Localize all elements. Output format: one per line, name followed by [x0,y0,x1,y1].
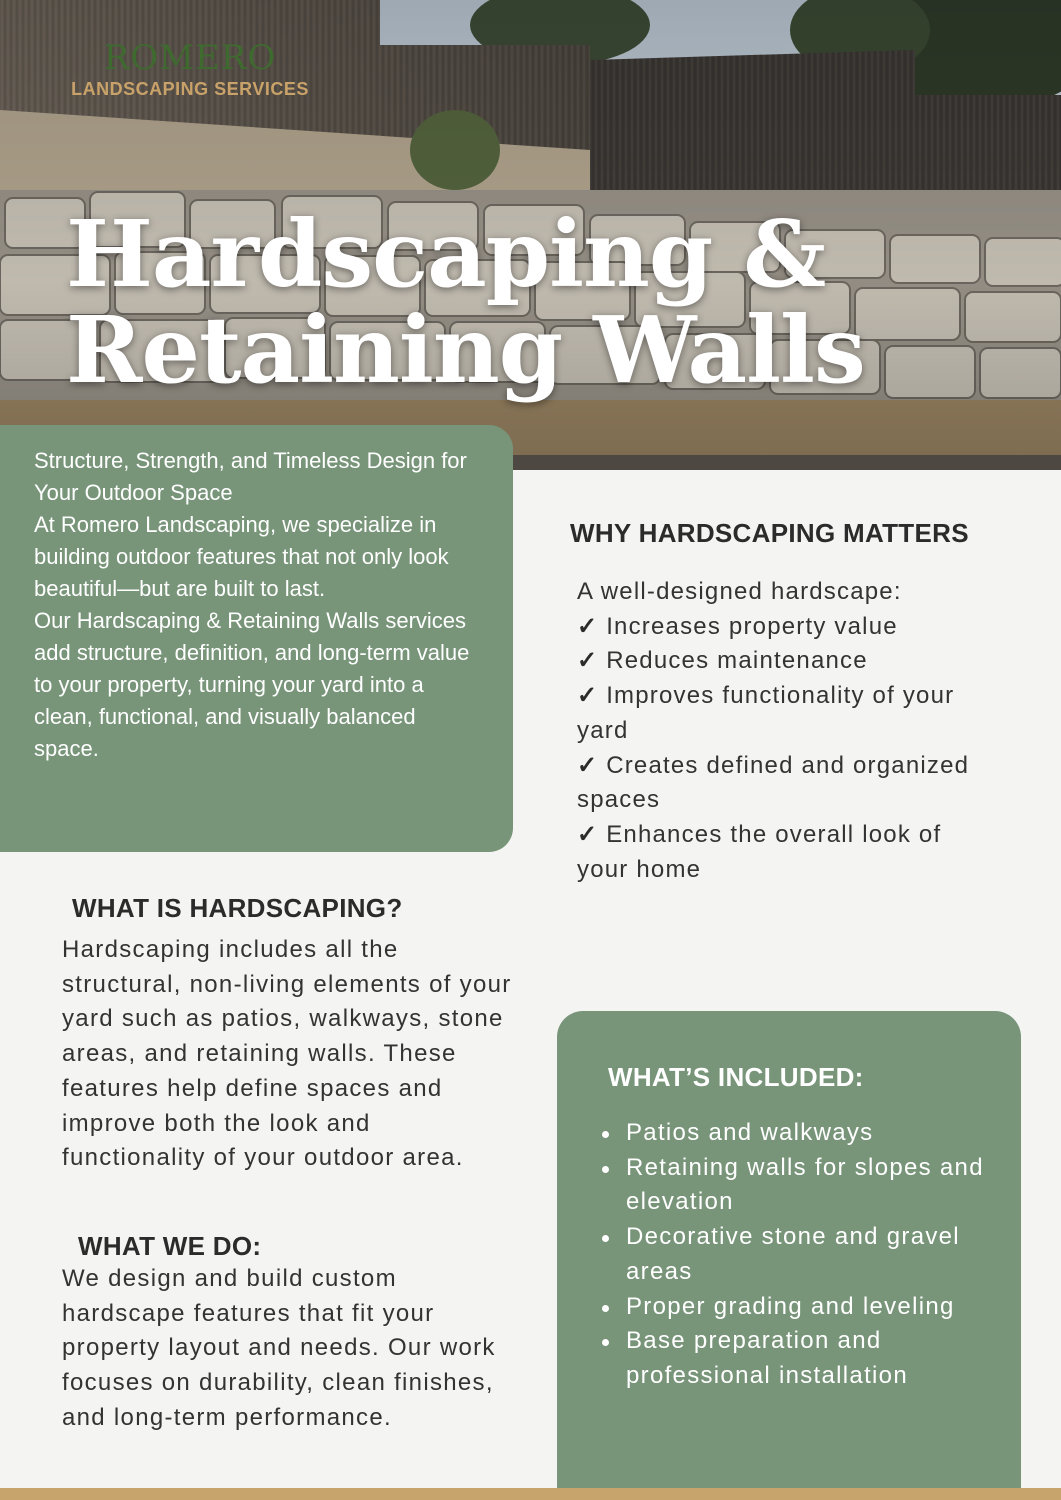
title-line-2: Retaining Walls [66,296,865,404]
intro-paragraph-1: At Romero Landscaping, we specialize in building outdoor features that not only look beautiful—but are built to last. [34,512,449,601]
included-item: Decorative stone and gravel areas [626,1220,1006,1289]
what-we-do-heading: WHAT WE DO: [78,1231,262,1261]
why-item [577,749,997,818]
check-icon: ✓ [577,751,599,779]
what-we-do-body: We design and build custom hardscape features that fit your property layout and needs. Our work focuses on durability, clean finishes, and long-term performance. [62,1265,496,1431]
why-item-text: Reduces maintenance [606,647,868,675]
included-box [557,1011,1021,1500]
footer-accent-bar [0,1488,1061,1500]
why-item-text: Creates defined and organized spaces [577,751,970,814]
intro-box [0,425,513,852]
company-logo [50,38,330,100]
why-item [577,818,997,887]
included-heading: WHAT’S INCLUDED: [608,1062,864,1092]
included-item: Base preparation and professional installation [626,1324,1006,1393]
why-item-text: Improves functionality of your yard [577,682,955,744]
included-item: Retaining walls for slopes and elevation [626,1151,1006,1220]
logo-subtitle: LANDSCAPING SERVICES [71,79,309,99]
intro-paragraph-2: Our Hardscaping & Retaining Walls services add structure, definition, and long-term value to your property, turning your yard into a clean, functional, and visually balanced space. [34,608,470,761]
page-title [66,200,865,404]
why-item [577,644,997,679]
why-list [577,575,997,887]
check-icon: ✓ [577,682,599,710]
included-item: Proper grading and leveling [626,1290,1006,1325]
why-heading: WHY HARDSCAPING MATTERS [570,518,969,548]
included-list [626,1116,1006,1394]
why-item-text: Increases property value [606,612,898,640]
why-lead: A well-designed hardscape: [577,578,902,605]
check-icon: ✓ [577,820,599,848]
check-icon: ✓ [577,612,599,640]
check-icon: ✓ [577,647,599,675]
logo-name: ROMERO [103,38,277,78]
why-item [577,679,997,748]
title-line-1: Hardscaping & [66,200,826,308]
why-item [577,610,997,645]
intro-tagline: Structure, Strength, and Timeless Design for Your Outdoor Space [34,448,467,505]
what-is-heading: WHAT IS HARDSCAPING? [72,893,403,923]
hero-image [0,0,1061,470]
why-item-text: Enhances the overall look of your home [577,820,942,883]
included-item: Patios and walkways [626,1116,1006,1151]
what-is-body: Hardscaping includes all the structural, non-living elements of your yard such as patios, walkways, stone areas, and retaining walls. These features help define spaces and improve both the look and functionality of your outdoor area. [62,936,512,1172]
